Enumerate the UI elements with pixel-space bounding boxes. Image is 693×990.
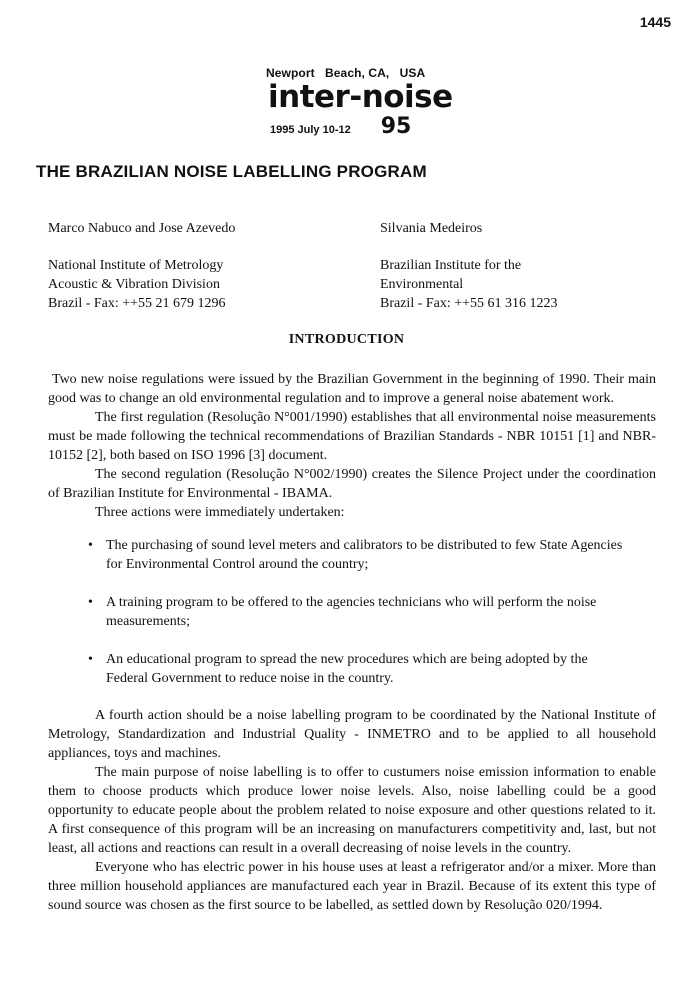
- paragraph: Three actions were immediately undertaken:: [95, 505, 345, 520]
- author-block-left: [48, 219, 235, 313]
- paragraph: A fourth action should be a noise labelling program to be coordinated by the National Institute of Metrology, Standardization and Industrial Quality - INMETRO and to be applied to all household appliances, toys and machines.: [48, 708, 656, 761]
- paragraph: Everyone who has electric power in his house uses at least a refrigerator and/or a mixer. More than three million household appliances are manufactured each year in Brazil. Because of its extent this type of sound source was chosen as the first source to be labelled, as settled down by Resolução 020/1994.: [48, 860, 656, 913]
- bullet-text: A training program to be offered to the agencies technicians who will perform the noise measurements;: [106, 595, 597, 629]
- paragraph: Two new noise regulations were issued by the Brazilian Government in the beginning of 1990. Their main good was to change an old environmental regulation and to improve a general noise abatement work.: [48, 372, 656, 406]
- author-block-right: [380, 219, 558, 313]
- conference-year: 95: [380, 114, 412, 139]
- bullet-item: [88, 650, 626, 688]
- bullet-icon: •: [88, 538, 93, 553]
- page-number: 1445: [639, 14, 671, 30]
- paragraph: The second regulation (Resolução N°002/1990) creates the Silence Project under the coordination of Brazilian Institute for Environmental - IBAMA.: [48, 467, 656, 501]
- body-text: [48, 370, 656, 915]
- bullet-item: [88, 593, 626, 631]
- conference-date: 1995 July 10-12: [270, 124, 351, 136]
- conference-logo: inter-noise: [268, 79, 453, 115]
- author-names-left: Marco Nabuco and Jose Azevedo: [48, 221, 236, 236]
- conference-location: Newport Beach, CA, USA: [266, 66, 426, 80]
- author-names-right: Silvania Medeiros: [380, 221, 483, 236]
- affiliation-line: Environmental: [380, 277, 464, 292]
- bullet-text: An educational program to spread the new procedures which are being adopted by the Federal Government to reduce noise in the country.: [106, 652, 588, 686]
- section-heading: INTRODUCTION: [288, 332, 405, 347]
- conference-header: [266, 66, 466, 139]
- paragraph: The first regulation (Resolução N°001/1990) establishes that all environmental noise measurements must be made following the technical recommendations of Brazilian Standards - NBR 10151 [1] and NBR-10152 [2], both based on ISO 1996 [3] document.: [48, 410, 656, 463]
- bullet-text: The purchasing of sound level meters and calibrators to be distributed to few State Agencies for Environmental Control around the country;: [106, 538, 623, 572]
- bullet-icon: •: [88, 595, 93, 610]
- affiliation-line: Acoustic & Vibration Division: [48, 277, 220, 292]
- affiliation-line: National Institute of Metrology: [48, 258, 224, 273]
- bullet-icon: •: [88, 652, 93, 667]
- bullet-list: [48, 536, 656, 688]
- bullet-item: [88, 536, 626, 574]
- conference-date-row: [266, 114, 466, 139]
- affiliation-line: Brazilian Institute for the: [380, 258, 522, 273]
- affiliation-line: Brazil - Fax: ++55 61 316 1223: [380, 296, 558, 311]
- paragraph: The main purpose of noise labelling is to offer to custumers noise emission information to enable them to choose products which produce lower noise levels. Also, noise labelling could be a good opportunity to educate people about the problem related to noise exposure and other questions related to it. A first consequence of this program will be an increasing on manufacturers competitivity and, last, but not least, all actions and reactions can result in a overall decreasing of noise levels in the country.: [48, 765, 656, 856]
- affiliation-line: Brazil - Fax: ++55 21 679 1296: [48, 296, 226, 311]
- paper-title: THE BRAZILIAN NOISE LABELLING PROGRAM: [36, 162, 427, 181]
